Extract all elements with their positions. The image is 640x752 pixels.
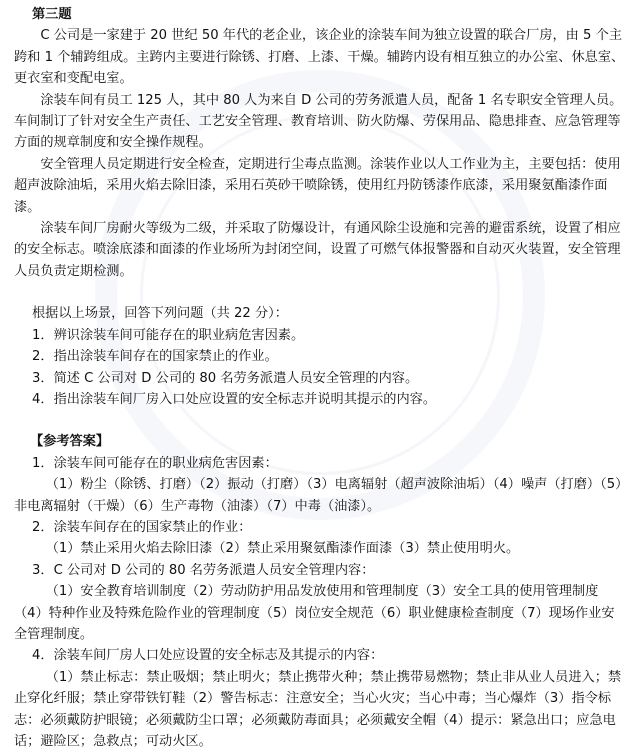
- scenario-paragraph-3: 安全管理人员定期进行安全检查，定期进行尘毒点监测。涂装作业以人工作业为主，主要包括：使用超声波除油垢，采用火焰去除旧漆，采用石英砂干喷除锈，使用红丹防锈漆作底漆，采用聚氨酯漆作面漆。: [14, 156, 621, 215]
- question-item-3: 3．简述 C 公司对 D 公司的 80 名劳务派遣人员安全管理的内容。: [32, 370, 419, 386]
- question-item-1: 1．辨识涂装车间可能存在的职业病危害因素。: [32, 327, 305, 343]
- spacer: [14, 410, 626, 431]
- scenario-paragraph-2: 涂装车间有员工 125 人，其中 80 人为来自 D 公司的劳务派遣人员，配备 1 名专职安全管理人员。车间制订了针对安全生产责任、工艺安全管理、教育培训、防火防爆、劳保用品、隐患排查、应急管理等方面的规章制度和安全操作规程。: [14, 92, 623, 151]
- question-item-2: 2．指出涂装车间存在的国家禁止的作业。: [32, 349, 278, 365]
- question-intro: 根据以上场景，回答下列问题（共 22 分）：: [32, 306, 288, 322]
- question-item-4: 4．指出涂装车间厂房入口处应设置的安全标志并说明其提示的内容。: [32, 391, 437, 407]
- answer-text-4: （1）禁止标志：禁止吸烟；禁止明火；禁止携带火种；禁止携带易燃物；禁止非从业人员进入；禁止穿化纤服；禁止穿带铁钉鞋（2）警告标志：注意安全；当心火灾；当心中毒；当心爆炸（3）指令标志：必须戴防护眼镜；必须戴防尘口罩；必须戴防毒面具；必须戴安全帽（4）提示：紧急出口；应急电话；避险区；急救点；可动火区。: [14, 669, 622, 749]
- scenario-paragraph-1: C 公司是一家建于 20 世纪 50 年代的老企业，该企业的涂装车间为独立设置的联合厂房，由 5 个主跨和 1 个辅跨组成。主跨内主要进行除锈、打磨、上漆、干燥。辅跨内设有相互独立的办公室、休息室、更衣室和变配电室。: [14, 28, 625, 87]
- answer-label-2: 2．涂装车间存在的国家禁止的作业：: [32, 519, 252, 535]
- answer-label-3: 3．C 公司对 D 公司的 80 名劳务派遣人员安全管理内容：: [32, 562, 375, 578]
- answer-heading: 【参考答案】: [30, 434, 110, 450]
- spacer: [14, 282, 626, 303]
- answer-text-2: （1）禁止采用火焰去除旧漆（2）禁止采用聚氨酯漆作面漆（3）禁止使用明火。: [45, 541, 520, 557]
- answer-label-1: 1．涂装车间可能存在的职业病危害因素：: [32, 455, 278, 471]
- answer-text-3: （1）安全教育培训制度（2）劳动防护用品发放使用和管理制度（3）安全工具的使用管理制度（4）特种作业及特殊危险作业的管理制度（5）岗位安全规范（6）职业健康检查制度（7）现场作业安全管理制度。: [14, 584, 615, 642]
- answer-text-1: （1）粉尘（除锈、打磨）（2）振动（打磨）（3）电离辐射（超声波除油垢）（4）噪声（打磨）（5）非电离辐射（干燥）（6）生产毒物（油漆）（7）中毒（油漆）。: [14, 477, 622, 514]
- answer-label-4: 4．涂装车间厂房人口处应设置的安全标志及其提示的内容：: [32, 648, 384, 664]
- question-title: 第三题: [32, 7, 72, 22]
- scenario-paragraph-4: 涂装车间厂房耐火等级为二级，并采取了防爆设计，有通风除尘设施和完善的避雷系统，设置了相应的安全标志。喷涂底漆和面漆的作业场所为封闭空间，设置了可燃气体报警器和自动灭火装置，安全管理人员负责定期检测。: [14, 221, 621, 279]
